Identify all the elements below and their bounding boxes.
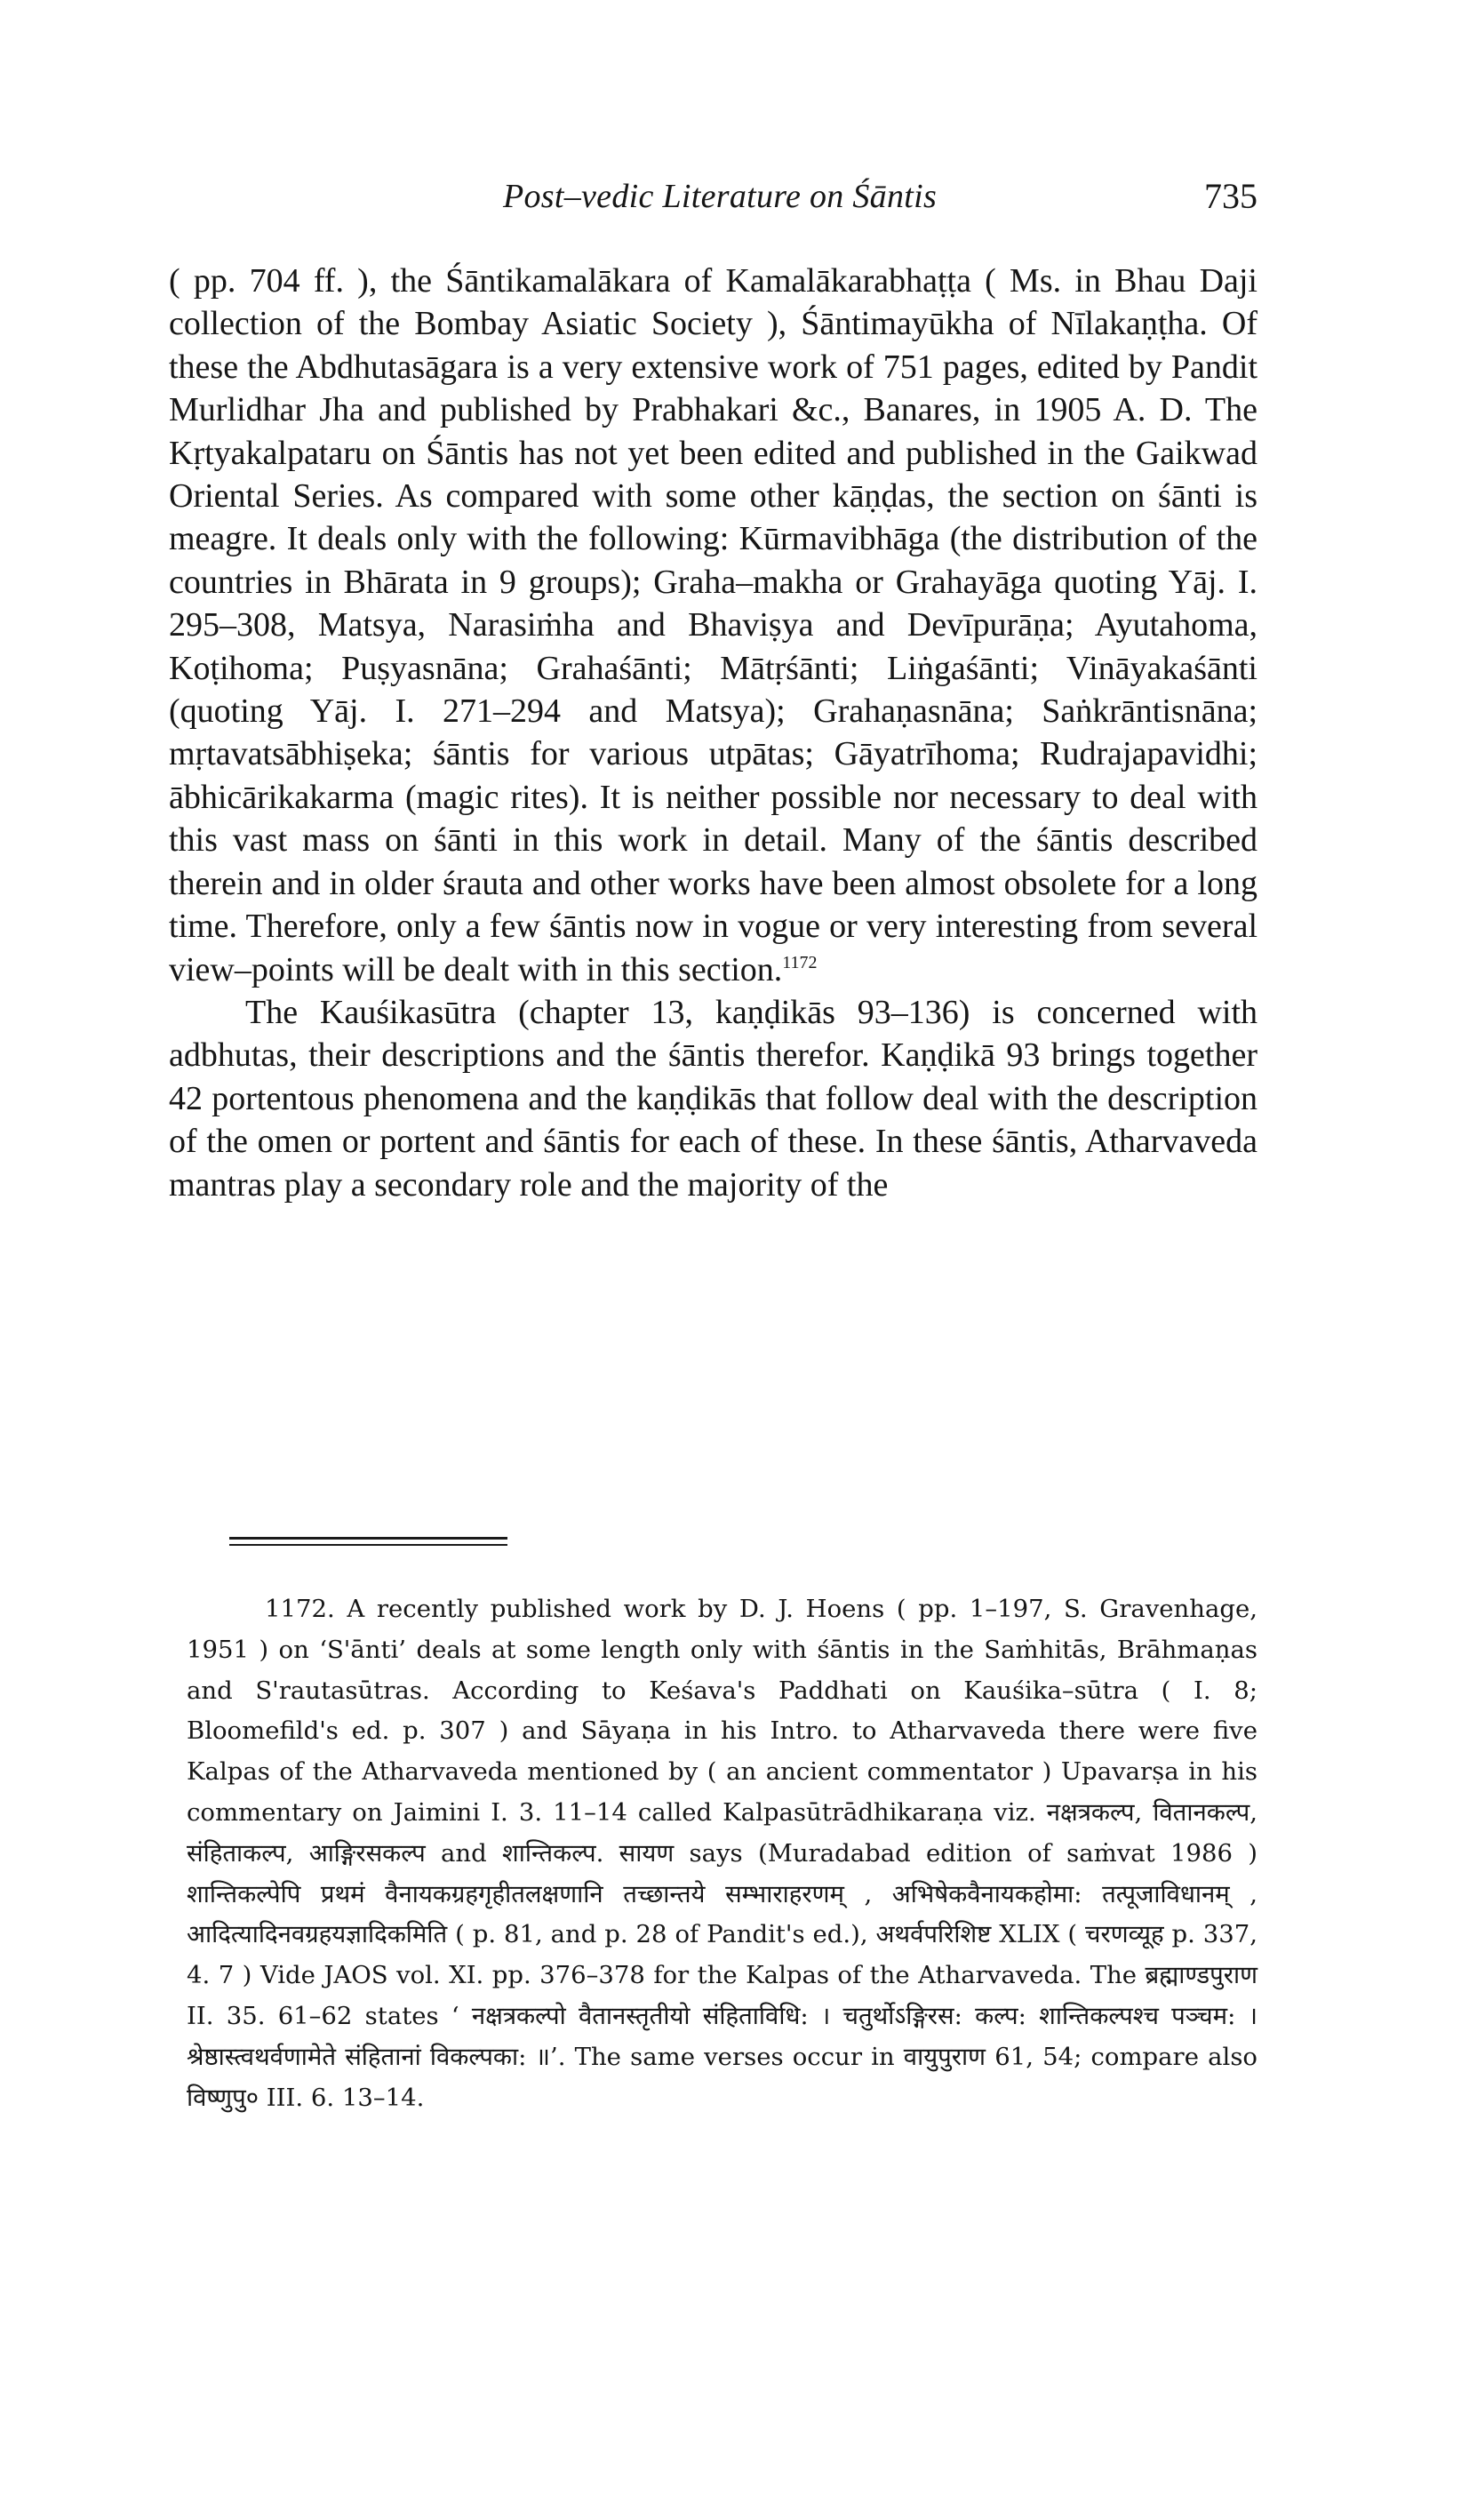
page-number: 735 [1204, 176, 1257, 216]
footnote-separator-second-line [229, 1544, 507, 1546]
footnote-1172 [187, 1589, 1257, 2118]
paragraph-kausikasutra: The Kauśikasūtra (chapter 13, kaṇḍikās 93–136) is concerned with adbhutas, their descriptions and the śāntis therefor. Kaṇḍikā 93 brings together 42 portentous phenomena and the kaṇḍikās that follow deal with the description of the omen or portent and śāntis for each of these. In these śāntis, Atharvaveda mantras play a secondary role and the majority of the [169, 993, 1257, 1204]
running-head-title: Post–vedic Literature on Śāntis [502, 178, 938, 215]
footnote-reference[interactable]: 1172 [782, 952, 818, 972]
paragraph-1-text: ( pp. 704 ff. ), the Śāntikamalākara of Kamalākarabhaṭṭa ( Ms. in Bhau Daji collection of the Bombay Asiatic Society ), Śāntimayūkha of Nīlakaṇṭha. Of these the Abdhutasāgara is a very extensive work of 751 pages, edited by Pandit Murlidhar Jha and published by Prabhakari &c., Banares, in 1905 A. D. The Kṛtyakalpataru on Śāntis has not yet been edited and published in the Gaikwad Oriental Series. As compared with some other kāṇḍas, the section on śānti is meagre. It deals only with the following: Kūrmavibhāga (the distribution of the countries in Bhārata in 9 groups); Graha–makha or Grahayāga quoting Yāj. I. 295–308, Matsya, Narasiṁha and Bhaviṣya and Devīpurāṇa; Ayutahoma, Koṭihoma; Puṣyasnāna; Grahaśānti; Mātṛśānti; Liṅgaśānti; Vināyakaśānti (quoting Yāj. I. 271–294 and Matsya); Grahaṇasnāna; Saṅkrāntisnāna; mṛtavatsābhiṣeka; śāntis for various utpātas; Gāyatrīhoma; Rudrajapavidhi; ābhicārikakarma (magic rites). It is neither possible nor necessary to deal with this vast mass on śānti in this work in detail. Many of the śāntis described therein and in older śrauta and other works have been almost obsolete for a long time. Therefore, only a few śāntis now in vogue or very interesting from several view–points will be dealt with in this section. [169, 262, 1257, 988]
footnote-separator [229, 1537, 507, 1540]
running-head [182, 174, 1257, 228]
paragraph-continued [169, 260, 1257, 991]
main-text [169, 260, 1257, 1206]
footnote-text: 1172. A recently published work by D. J. Hoens ( pp. 1–197, S. Gravenhage, 1951 ) on ‘S'ānti’ deals at some length only with śāntis in the Saṁhitās, Brāhmaṇas and S'rautasūtras. According to Keśava's Paddhati on Kauśika–sūtra ( I. 8; Bloomefild's ed. p. 307 ) and Sāyaṇa in his Intro. to Atharvaveda there were five Kalpas of the Atharvaveda mentioned by ( an ancient commentator ) Upavarṣa in his commentary on Jaimini I. 3. 11–14 called Kalpasūtrādhikaraṇa viz. नक्षत्रकल्प, वितानकल्प, संहिताकल्प, आङ्गिरसकल्प and शान्तिकल्प. सायण says (Muradabad edition of saṁvat 1986 ) शान्तिकल्पेपि प्रथमं वैनायकग्रहगृहीतलक्षणानि तच्छान्तये सम्भाराहरणम् , अभिषेकवैनायकहोमा: तत्पूजाविधानम् , आदित्यादिनवग्रहयज्ञादिकमिति ( p. 81, and p. 28 of Pandit's ed.), अथर्वपरिशिष्ट XLIX ( चरणव्यूह p. 337, 4. 7 ) Vide JAOS vol. XI. pp. 376–378 for the Kalpas of the Atharvaveda. The ब्रह्माण्डपुराण II. 35. 61–62 states ‘ नक्षत्रकल्पो वैतानस्तृतीयो संहिताविधि: । चतुर्थोऽङ्गिरस: कल्प: शान्तिकल्पश्च पञ्चम: । श्रेष्ठास्त्वथर्वणामेते संहितानां विकल्पका: ॥’. The same verses occur in वायुपुराण 61, 54; compare also विष्णुपु० III. 6. 13–14. [187, 1595, 1257, 2112]
